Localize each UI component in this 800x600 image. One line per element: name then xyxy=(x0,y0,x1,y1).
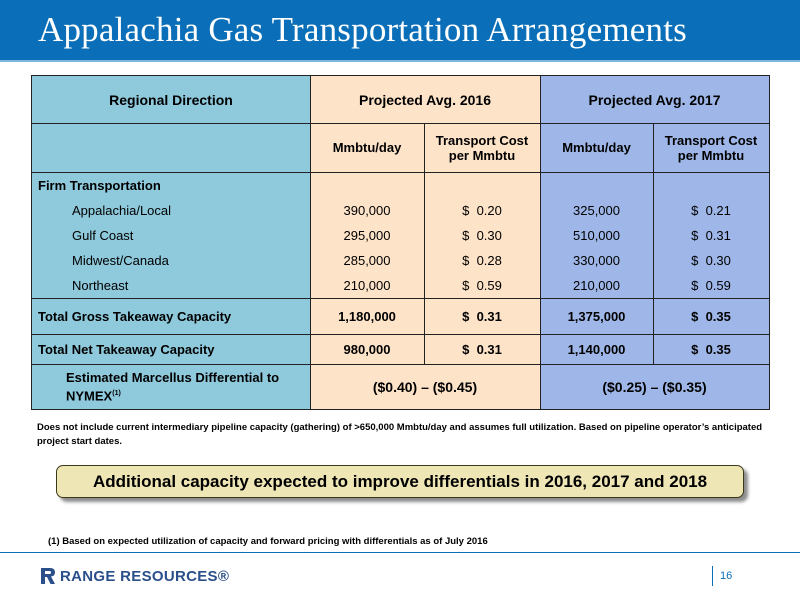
gross-cost-2017: $ 0.35 xyxy=(691,308,731,324)
gross-capacity-label: Total Gross Takeaway Capacity xyxy=(38,308,232,324)
section-firm-transportation: Firm Transportation xyxy=(38,177,161,193)
row-mmbtu-2017: 330,000 xyxy=(573,253,620,268)
gross-cost-2016: $ 0.31 xyxy=(462,308,502,324)
row-cost-2016: $ 0.59 xyxy=(462,278,502,293)
differential-label-text: Estimated Marcellus Differential to NYMEX xyxy=(66,370,280,404)
row-cost-2017: $ 0.59 xyxy=(691,278,731,293)
logo-mark-icon xyxy=(40,567,56,585)
header-regional-direction: Regional Direction xyxy=(109,91,233,108)
title-underline xyxy=(0,60,800,62)
subheader-mmbtu-2017: Mmbtu/day xyxy=(562,140,631,155)
differential-2017: ($0.25) – ($0.35) xyxy=(602,378,707,395)
row-cost-2016: $ 0.20 xyxy=(462,203,502,218)
callout-box: Additional capacity expected to improve differentials in 2016, 2017 and 2018 xyxy=(56,465,744,498)
table-note: Does not include current intermediary pipeline capacity (gathering) of >650,000 Mmbtu/day and assumes full utilization. Based on pipeline operator’s anticipated project start dates. xyxy=(37,422,763,447)
subheader-cost-2016: Transport Cost per Mmbtu xyxy=(435,132,529,163)
page-title: Appalachia Gas Transportation Arrangements xyxy=(38,10,687,49)
footnote: (1) Based on expected utilization of capacity and forward pricing with differentials as of July 2016 xyxy=(48,536,488,547)
gross-mmbtu-2016: 1,180,000 xyxy=(338,308,396,324)
gross-mmbtu-2017: 1,375,000 xyxy=(567,308,626,324)
row-label: Appalachia/Local xyxy=(72,203,172,218)
range-resources-logo xyxy=(40,566,229,586)
row-label: Gulf Coast xyxy=(72,228,134,243)
row-mmbtu-2017: 210,000 xyxy=(573,278,620,293)
row-mmbtu-2016: 295,000 xyxy=(343,228,391,243)
row-cost-2017: $ 0.30 xyxy=(691,253,731,268)
subheader-mmbtu-2016: Mmbtu/day xyxy=(332,140,402,155)
row-cost-2017: $ 0.31 xyxy=(691,228,731,243)
row-label: Midwest/Canada xyxy=(72,253,169,268)
differential-2016: ($0.40) – ($0.45) xyxy=(372,378,478,395)
row-mmbtu-2016: 210,000 xyxy=(343,278,391,293)
net-mmbtu-2016: 980,000 xyxy=(343,341,391,357)
row-cost-2016: $ 0.28 xyxy=(462,253,502,268)
page-number: 16 xyxy=(720,570,733,582)
row-mmbtu-2016: 285,000 xyxy=(343,253,391,268)
net-cost-2016: $ 0.31 xyxy=(462,341,502,357)
row-mmbtu-2016: 390,000 xyxy=(343,203,391,218)
header-2017: Projected Avg. 2017 xyxy=(588,91,721,108)
title-banner xyxy=(0,0,800,60)
page-number-divider xyxy=(712,566,713,586)
net-mmbtu-2017: 1,140,000 xyxy=(567,341,626,357)
header-2016: Projected Avg. 2016 xyxy=(358,91,492,108)
differential-label xyxy=(66,364,308,409)
logo-wordmark: RANGE RESOURCES® xyxy=(60,567,230,585)
transport-table xyxy=(31,75,770,410)
subheader-cost-2017: Transport Cost per Mmbtu xyxy=(664,132,758,163)
row-mmbtu-2017: 510,000 xyxy=(573,228,620,243)
footer-rule xyxy=(0,552,800,553)
row-mmbtu-2017: 325,000 xyxy=(573,203,620,218)
row-label: Northeast xyxy=(72,278,129,293)
differential-footnote-ref: (1) xyxy=(112,390,121,397)
net-cost-2017: $ 0.35 xyxy=(691,341,731,357)
net-capacity-label: Total Net Takeaway Capacity xyxy=(38,341,215,357)
row-cost-2017: $ 0.21 xyxy=(691,203,731,218)
row-cost-2016: $ 0.30 xyxy=(462,228,502,243)
